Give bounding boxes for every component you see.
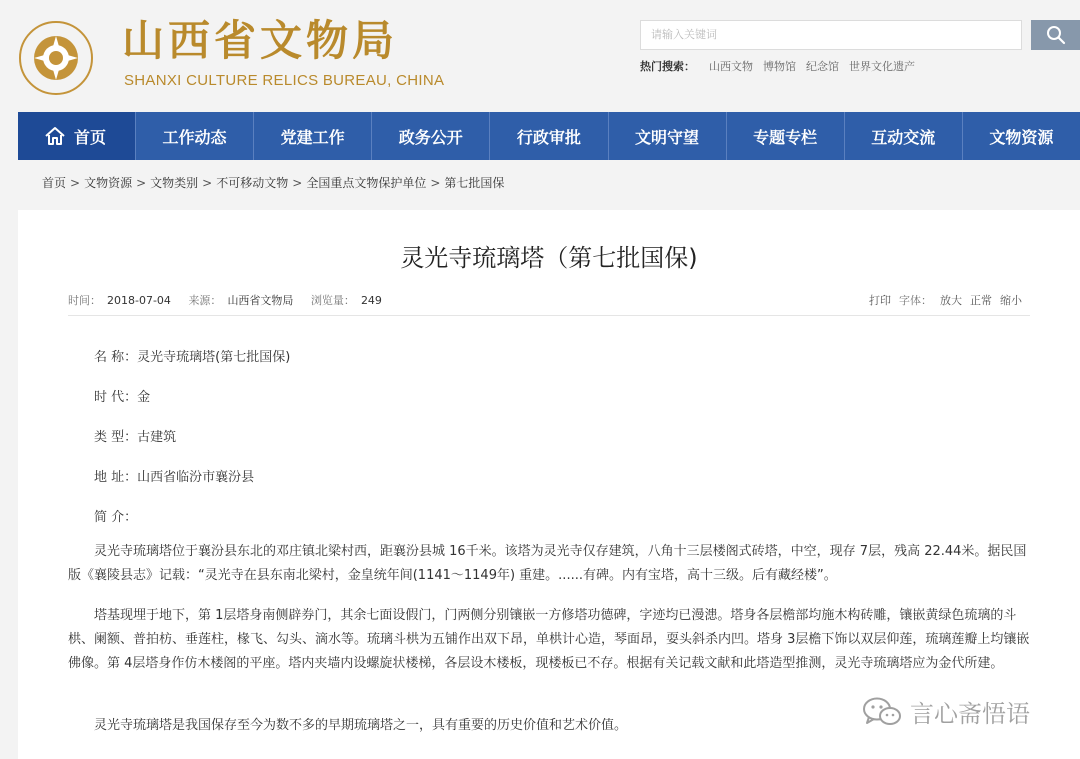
field-label: 类 型： bbox=[94, 430, 138, 445]
breadcrumb: 首页 > 文物资源 > 文物类别 > 不可移动文物 > 全国重点文物保护单位 > 第七批国保 bbox=[42, 176, 505, 190]
font-size-label: 字体： bbox=[899, 294, 932, 307]
hot-link[interactable]: 纪念馆 bbox=[806, 60, 839, 73]
site-title-cn[interactable]: 山西省文物局 bbox=[122, 16, 399, 65]
field-type bbox=[94, 426, 176, 445]
breadcrumb-item[interactable]: 第七批国保 bbox=[444, 176, 505, 190]
nav-item-civilization-watch[interactable]: 文明守望 bbox=[609, 112, 727, 160]
font-normal-button[interactable]: 正常 bbox=[970, 294, 992, 307]
hot-search-label: 热门搜索： bbox=[640, 60, 695, 73]
breadcrumb-item[interactable]: 文物类别 bbox=[150, 176, 199, 190]
meta-time-label: 时间： bbox=[68, 294, 101, 307]
field-label: 地 址： bbox=[94, 470, 138, 485]
meta-views-label: 浏览量： bbox=[310, 294, 355, 307]
field-name bbox=[94, 346, 290, 365]
nav-item-label: 首页 bbox=[74, 127, 107, 147]
nav-item-government-affairs[interactable]: 政务公开 bbox=[372, 112, 490, 160]
hot-search bbox=[640, 58, 915, 74]
nav-item-interaction[interactable]: 互动交流 bbox=[845, 112, 963, 160]
field-value: 山西省临汾市襄汾县 bbox=[137, 470, 255, 485]
breadcrumb-item[interactable]: 首页 bbox=[42, 176, 67, 190]
nav-item-administrative-approval[interactable]: 行政审批 bbox=[490, 112, 608, 160]
nav-item-party-building[interactable]: 党建工作 bbox=[254, 112, 372, 160]
watermark bbox=[862, 694, 1030, 729]
nav-item-home[interactable] bbox=[18, 112, 136, 160]
site-title-en: SHANXI CULTURE RELICS BUREAU, CHINA bbox=[124, 72, 445, 89]
paragraph: 灵光寺琉璃塔是我国保存至今为数不多的早期琉璃塔之一，具有重要的历史价值和艺术价值。 bbox=[94, 718, 628, 733]
field-label: 简 介： bbox=[94, 510, 138, 525]
paragraph: 灵光寺琉璃塔位于襄汾县东北的邓庄镇北梁村西，距襄汾县城 16千米。该塔为灵光寺仅存建筑，八角十三层楼阁式砖塔，中空，现存 7层，残高 22.44米。据民国版《襄陵县志》记载：“灵光寺在县东南北梁村，金皇统年间(1141～1149年) 重建。......有碑。内有宝塔，高十三级。后有藏经楼”。 bbox=[68, 544, 1027, 583]
site-header bbox=[0, 0, 1080, 110]
field-era bbox=[94, 386, 150, 405]
field-label: 时 代： bbox=[94, 390, 138, 405]
search-button[interactable] bbox=[1031, 20, 1080, 50]
hot-link[interactable]: 山西文物 bbox=[709, 60, 753, 73]
watermark-text: 言心斋悟语 bbox=[910, 700, 1030, 728]
article-title: 灵光寺琉璃塔（第七批国保) bbox=[400, 244, 698, 272]
font-small-button[interactable]: 缩小 bbox=[1000, 294, 1022, 307]
meta-source-label: 来源： bbox=[188, 294, 222, 307]
meta-time: 2018-07-04 bbox=[107, 294, 171, 307]
field-value: 灵光寺琉璃塔(第七批国保) bbox=[137, 350, 291, 365]
meta-source: 山西省文物局 bbox=[227, 294, 294, 307]
main-nav bbox=[18, 112, 1080, 160]
nav-item-work-news[interactable]: 工作动态 bbox=[136, 112, 254, 160]
breadcrumb-item[interactable]: 全国重点文物保护单位 bbox=[306, 176, 427, 190]
print-button[interactable]: 打印 bbox=[869, 294, 891, 307]
nav-item-relics-resources[interactable]: 文物资源 bbox=[989, 127, 1054, 147]
font-large-button[interactable]: 放大 bbox=[940, 294, 962, 307]
article-meta bbox=[68, 292, 1030, 316]
logo-seal-icon[interactable] bbox=[18, 20, 94, 96]
field-value: 金 bbox=[137, 390, 151, 405]
home-icon bbox=[44, 126, 66, 146]
breadcrumb-item[interactable]: 文物资源 bbox=[84, 176, 133, 190]
breadcrumb-item[interactable]: 不可移动文物 bbox=[216, 176, 289, 190]
search-input[interactable]: 请输入关键词 bbox=[640, 20, 1022, 50]
article-panel bbox=[18, 210, 1080, 759]
field-address bbox=[94, 466, 254, 485]
wechat-icon bbox=[862, 696, 902, 728]
hot-link[interactable]: 世界文化遗产 bbox=[849, 60, 915, 73]
search-icon bbox=[1046, 25, 1066, 45]
field-label: 名 称： bbox=[94, 350, 138, 365]
nav-item-special-topics[interactable]: 专题专栏 bbox=[727, 112, 845, 160]
field-intro bbox=[94, 506, 137, 525]
hot-link[interactable]: 博物馆 bbox=[763, 60, 796, 73]
paragraph: 塔基现埋于地下，第 1层塔身南侧辟券门，其余七面设假门，门两侧分别镶嵌一方修塔功德碑，字迹均已漫漶。塔身各层檐部均施木构砖雕，镶嵌黄绿色琉璃的斗栱、阑额、普拍枋、垂莲柱，椽飞、勾头、滴水等。琉璃斗栱为五铺作出双下昂，单栱计心造，琴面昂，耍头斜杀内凹。塔身 3层檐下饰以双层仰莲，琉璃莲瓣上均镶嵌佛像。第 4层塔身作仿木楼阁的平座。塔内夹墙内设螺旋状楼梯，各层设木楼板，现楼板已不存。根据有关记载文献和此塔造型推测，灵光寺琉璃塔应为金代所建。 bbox=[68, 608, 1030, 671]
meta-views: 249 bbox=[360, 294, 382, 307]
field-value: 古建筑 bbox=[137, 430, 177, 445]
